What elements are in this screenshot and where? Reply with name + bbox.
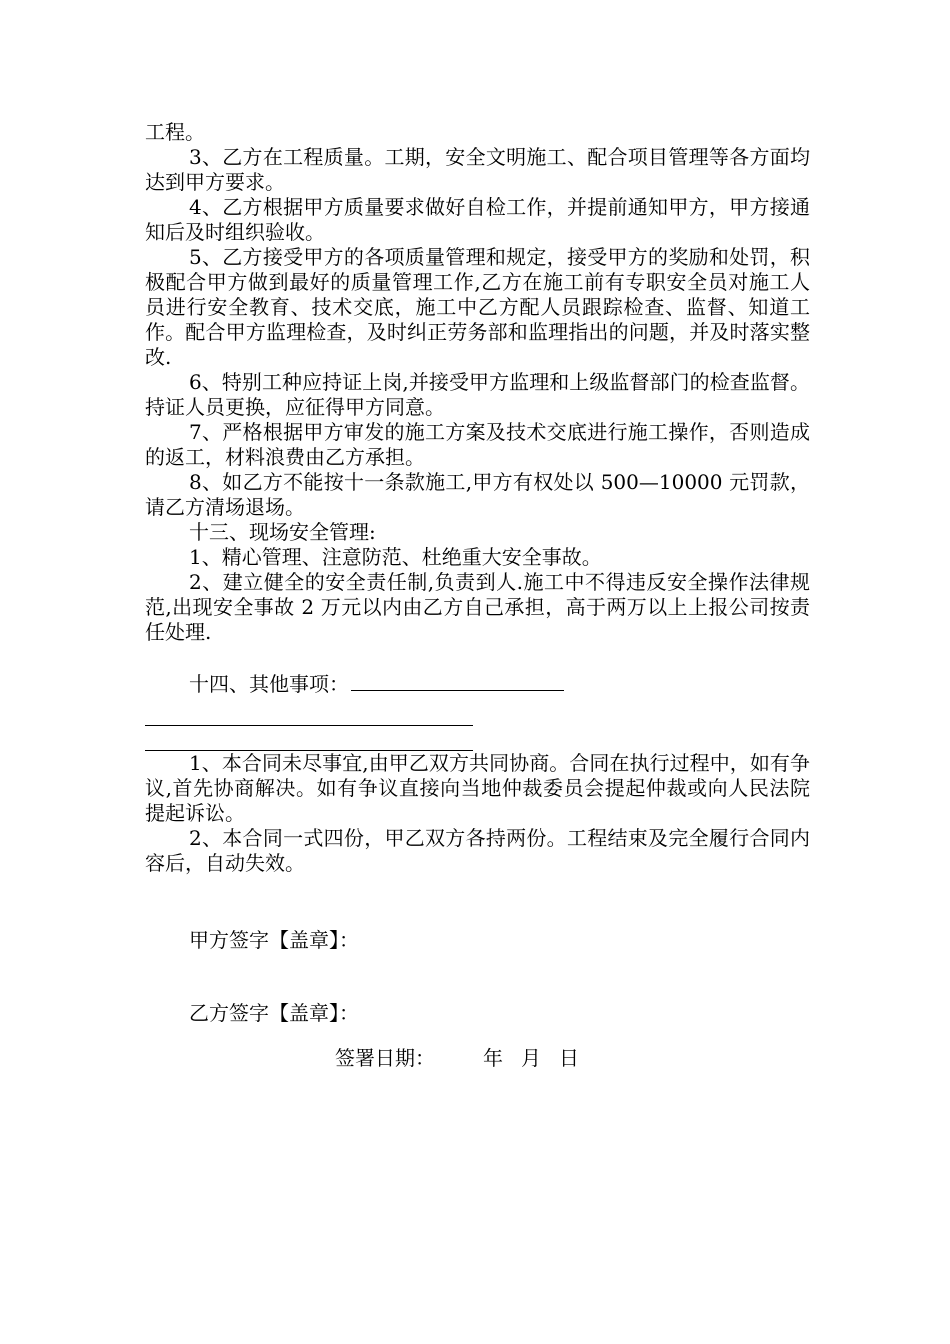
section-13-heading: 十三、现场安全管理:	[189, 520, 376, 544]
date-month: 月	[521, 1046, 541, 1070]
fill-in-line	[145, 726, 473, 751]
clause-4: 4、乙方根据甲方质量要求做好自检工作，并提前通知甲方，甲方接通知后及时组织验收。	[145, 195, 810, 244]
fill-in-line	[351, 670, 564, 691]
closing-clause-1: 1、本合同未尽事宜,由甲乙双方共同协商。合同在执行过程中，如有争议,首先协商解决。如有争议直接向当地仲裁委员会提起仲裁或向人民法院提起诉讼。	[145, 751, 810, 825]
section-13-item-1: 1、精心管理、注意防范、杜绝重大安全事故。	[189, 545, 602, 569]
section-14-heading-row	[145, 670, 810, 697]
contract-page	[145, 120, 810, 1071]
section-14-heading: 十四、其他事项：	[189, 672, 349, 696]
clause-6: 6、特别工种应持证上岗,并接受甲方监理和上级监督部门的检查监督。持证人员更换，应征得甲方同意。	[145, 370, 810, 419]
closing-clause-2: 2、本合同一式四份，甲乙双方各持两份。工程结束及完全履行合同内容后，自动失效。	[145, 826, 810, 875]
clause-5: 5、乙方接受甲方的各项质量管理和规定，接受甲方的奖励和处罚，积极配合甲方做到最好的质量管理工作,乙方在施工前有专职安全员对施工人员进行安全教育、技术交底，施工中乙方配人员跟踪检查、监督、知道工作。配合甲方监理检查，及时纠正劳务部和监理指出的问题，并及时落实整改.	[145, 245, 810, 369]
signing-date-row	[145, 1046, 810, 1071]
date-label: 签署日期：	[335, 1046, 435, 1070]
clause-3: 3、乙方在工程质量。工期，安全文明施工、配合项目管理等各方面均达到甲方要求。	[145, 145, 810, 194]
party-b-signature: 乙方签字【盖章】：	[189, 1001, 359, 1025]
date-year: 年	[483, 1046, 503, 1070]
continued-text: 工程。	[145, 120, 205, 144]
section-13-item-2: 2、建立健全的安全责任制,负责到人.施工中不得违反安全操作法律规范,出现安全事故 2 万元以内由乙方自己承担，高于两万以上上报公司按责任处理.	[145, 570, 810, 644]
party-a-signature: 甲方签字【盖章】：	[189, 928, 359, 952]
clause-7: 7、严格根据甲方审发的施工方案及技术交底进行施工操作，否则造成的返工，材料浪费由乙方承担。	[145, 420, 810, 469]
date-day: 日	[559, 1046, 579, 1070]
fill-in-line	[145, 707, 473, 726]
clause-8: 8、如乙方不能按十一条款施工,甲方有权处以 500—10000 元罚款，请乙方清场退场。	[145, 470, 810, 519]
